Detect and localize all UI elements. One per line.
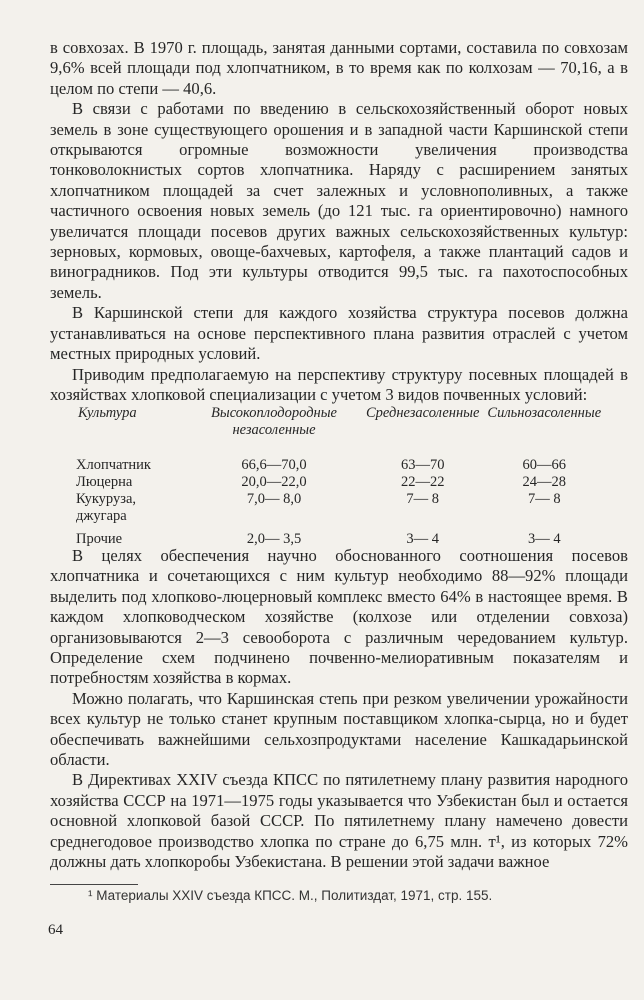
table-row — [72, 457, 605, 474]
value-fertile: 66,6—70,0 — [241, 457, 307, 473]
header-medium-saline: Среднезасоленные — [366, 405, 480, 421]
value-fertile: 7,0— 8,0 — [246, 491, 302, 507]
value-high — [483, 508, 605, 525]
crop-name: джугара — [76, 508, 127, 524]
value-high: 60—66 — [522, 457, 567, 473]
paragraph-directives: В Директивах XXIV съезда КПСС по пятилетнему плану развития народного хозяйства СССР на 1971—1975 годы указывается что Узбекистан был и остается основной хлопковой базой СССР. По пятилетнему плану намечено довести среднегодовое производство хлопка по стране до 6,75 млн. т¹, из которых 72% должны дать хлопкоробы Узбекистана. В решении этой задачи важное — [50, 770, 628, 872]
value-fertile: 2,0— 3,5 — [246, 531, 302, 547]
bottom-text-block — [50, 546, 628, 873]
value-high: 7— 8 — [527, 491, 561, 507]
table-row — [72, 525, 605, 548]
table-header-row — [72, 405, 605, 457]
paragraph-structure: В Каршинской степи для каждого хозяйства структура посевов должна устанавливаться на основе перспективного плана развития отраслей с учетом местных природных условий. — [50, 303, 628, 364]
footnote-divider — [50, 884, 138, 885]
crop-name: Хлопчатник — [76, 457, 151, 473]
paragraph-karshi-steppe: Можно полагать, что Каршинская степь при резком увеличении урожайности всех культур не только станет крупным поставщиком хлопка-сырца, но и будет обеспечивать важнейшими сельхозпродуктами население Кашкадарьинской области. — [50, 688, 628, 770]
value-fertile — [186, 508, 362, 525]
table-row — [72, 508, 605, 525]
value-high: 3— 4 — [527, 531, 561, 547]
crop-name: Прочие — [76, 531, 123, 547]
top-text-block — [50, 38, 628, 405]
crop-structure-table — [72, 405, 605, 548]
header-high-saline: Сильнозасоленные — [487, 405, 602, 421]
paragraph-intro-table: Приводим предполагаемую на перспективу структуру посевных площадей в хозяйствах хлопковой специализации с учетом 3 видов почвенных условий: — [50, 364, 628, 404]
value-medium — [362, 508, 483, 525]
table-row — [72, 491, 605, 508]
value-medium: 63—70 — [400, 457, 445, 473]
value-medium: 7— 8 — [406, 491, 440, 507]
header-crop: Культура — [78, 405, 137, 421]
paragraph-new-lands: В связи с работами по введению в сельскохозяйственный оборот новых земель в зоне существующего орошения и в западной части Каршинской степи открываются огромные возможности увеличения производства тонковолокнистых сортов хлопчатника. Наряду с расширением занятых хлопчатником площадей за счет залежных и условнополивных, а также частичного освоения новых земель (до 121 тыс. га ориентировочно) намного увеличатся площади посевов других важных сельскохозяйственных культур: зерновых, кормовых, овоще-бахчевых, картофеля, а также плантаций садов и виноградников. Под эти культуры отводится 99,5 тыс. га пахотоспособных земель. — [50, 99, 628, 302]
crop-name: Люцерна — [76, 474, 133, 490]
value-high: 24—28 — [522, 474, 567, 490]
value-fertile: 20,0—22,0 — [241, 474, 307, 490]
header-fertile: Высокоплодородные незасоленные — [211, 405, 337, 438]
paragraph-continuation: в совхозах. В 1970 г. площадь, занятая данными сортами, составила по совхозам 9,6% всей площади под хлопчатником, в то время как по колхозам — 70,16, а в целом по степи — 40,6. — [50, 38, 628, 98]
table-row — [72, 474, 605, 491]
footnote: ¹ Материалы XXIV съезда КПСС. М., Политиздат, 1971, стр. 155. — [88, 888, 493, 903]
page-number: 64 — [48, 922, 63, 938]
paragraph-crop-rotation: В целях обеспечения научно обоснованного соотношения посевов хлопчатника и сочетающихся с ним культур необходимо 88—92% площади выделить под хлопково-люцерновый комплекс вместо 64% в настоящее время. В каждом хлопководческом хозяйстве (колхозе или отделении совхоза) организовываются 2—3 севооборота с различным чередованием культур. Определение схем подчинено почвенно-мелиоративным показателям и потребностям хозяйства в кормах. — [50, 546, 628, 688]
value-medium: 3— 4 — [406, 531, 440, 547]
value-medium: 22—22 — [400, 474, 445, 490]
crop-name: Кукуруза, — [76, 491, 137, 507]
